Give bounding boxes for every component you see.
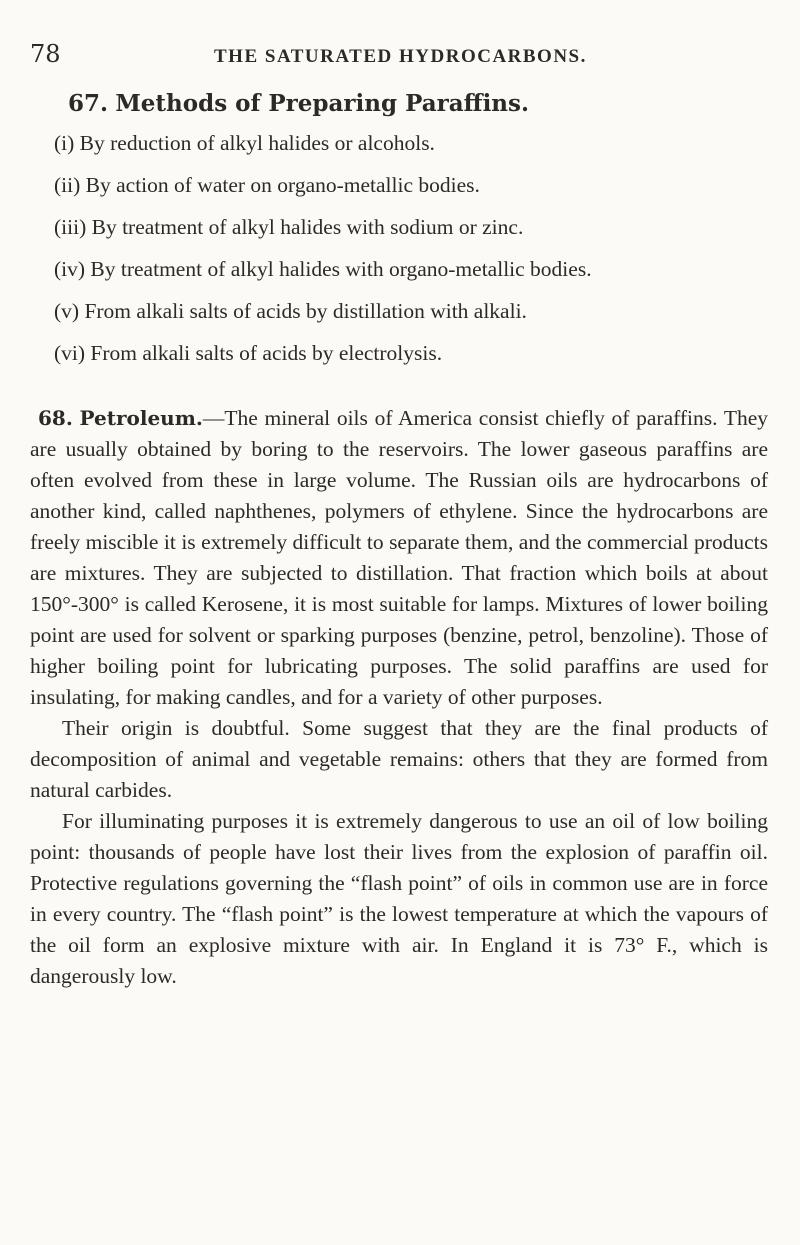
method-item-3: (iii) By treatment of alkyl halides with sodium or zinc.	[54, 215, 524, 239]
section-67-heading	[68, 88, 768, 120]
method-item-1: (i) By reduction of alkyl halides or alcohols.	[54, 131, 435, 155]
section-68-number: 68.	[38, 406, 73, 430]
petroleum-paragraph-1	[30, 403, 768, 713]
method-item-5: (v) From alkali salts of acids by distillation with alkali.	[54, 299, 527, 323]
section-68-title: Petroleum.	[79, 406, 203, 430]
running-header	[30, 40, 768, 74]
method-item-6: (vi) From alkali salts of acids by electrolysis.	[54, 341, 443, 365]
petroleum-paragraph-1-text: —The mineral oils of America consist chiefly of paraffins. They are usually obtained by boring to the reservoirs. The lower gaseous paraffins are often evolved from these in large volume. The Russian oils are hydrocarbons of another kind, called naphthenes, polymers of ethylene. Since the hydrocarbons are freely miscible it is extremely difficult to separate them, and the commercial products are mixtures. They are subjected to distillation. That fraction which boils at about 150°-300° is called Kerosene, it is most suitable for lamps. Mixtures of lower boiling point are used for solvent or sparking purposes (benzine, petrol, benzoline). Those of higher boiling point for lubricating purposes. The solid paraffins are used for insulating, for making candles, and for a variety of other purposes.	[30, 406, 768, 709]
method-item-4: (iv) By treatment of alkyl halides with organo-metallic bodies.	[54, 257, 592, 281]
section-68	[30, 403, 768, 992]
methods-list	[30, 128, 768, 369]
petroleum-paragraph-2: Their origin is doubtful. Some suggest that they are the final products of decomposition of animal and vegetable remains: others that they are formed from natural carbides.	[30, 716, 768, 802]
page-number: 78	[30, 40, 61, 68]
petroleum-paragraph-3: For illuminating purposes it is extremely dangerous to use an oil of low boiling point: thousands of people have lost their lives from the explosion of paraffin oil. Protective regulations governing the “flash point” of oils in common use are in force in every country. The “flash point” is the lowest temperature at which the vapours of the oil form an explosive mixture with air. In England it is 73° F., which is dangerously low.	[30, 809, 768, 988]
method-item-2: (ii) By action of water on organo-metallic bodies.	[54, 173, 480, 197]
book-page	[30, 40, 768, 992]
running-title: THE SATURATED HYDROCARBONS.	[214, 46, 587, 67]
section-67-number: 67.	[68, 90, 109, 117]
section-67-title: Methods of Preparing Paraffins.	[115, 90, 529, 117]
